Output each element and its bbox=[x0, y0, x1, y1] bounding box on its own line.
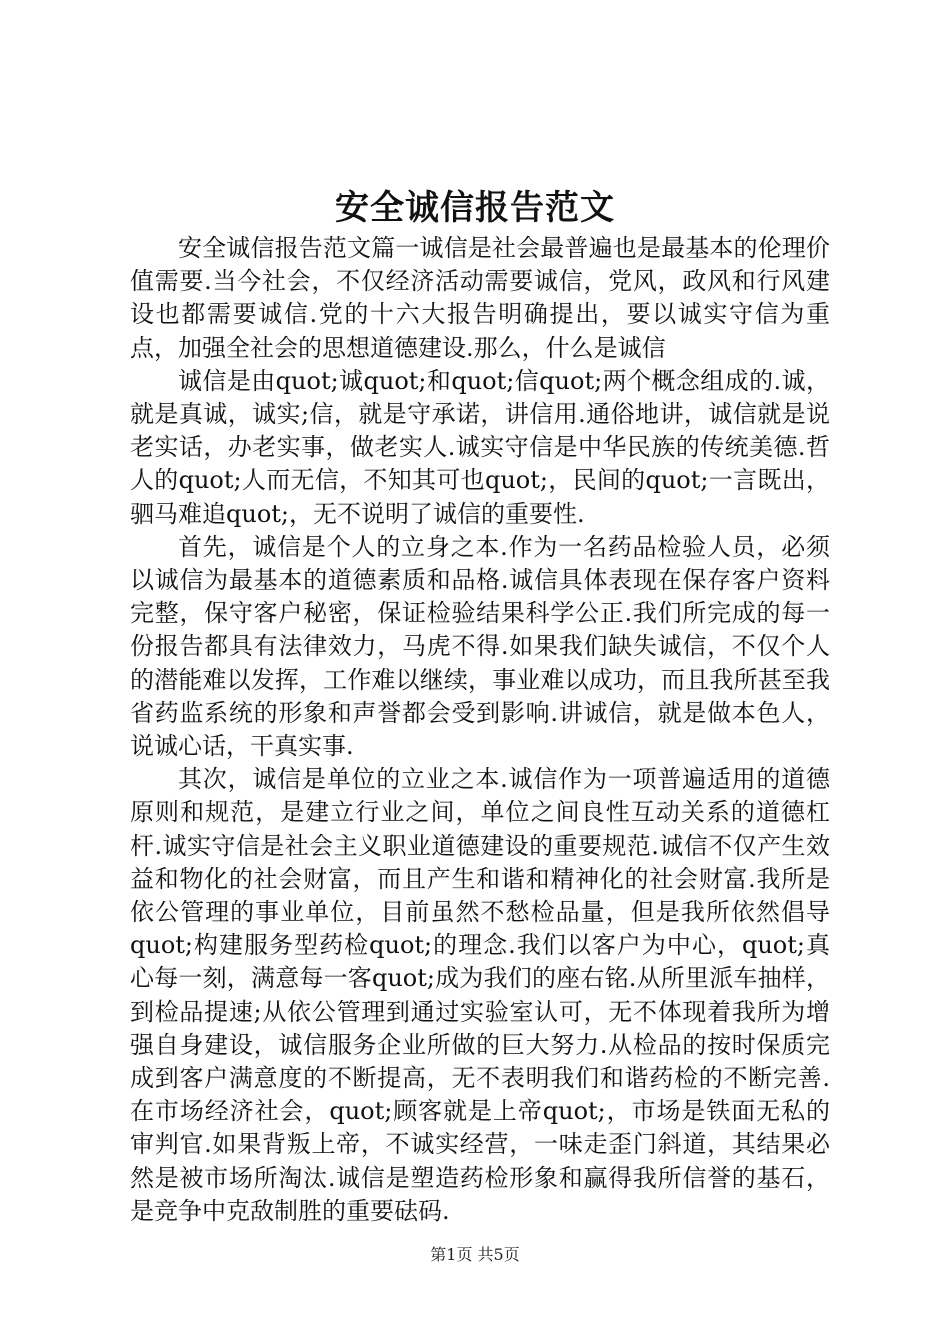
body-paragraph-4: 其次，诚信是单位的立业之本.诚信作为一项普遍适用的道德原则和规范，是建立行业之间，单位之间良性互动关系的道德杠杆.诚实守信是社会主义职业道德建设的重要规范.诚信不仅产生效益和物化的社会财富，而且产生和谐和精神化的社会财富.我所是依公管理的事业单位，目前虽然不愁检品量，但是我所依然倡导quot;构建服务型药检quot;的理念.我们以客户为中心，quot;真心每一刻，满意每一客quot;成为我们的座右铭.从所里派车抽样，到检品提速;从依公管理到通过实验室认可，无不体现着我所为增强自身建设，诚信服务企业所做的巨大努力.从检品的按时保质完成到客户满意度的不断提高，无不表明我们和谐药检的不断完善.在市场经济社会，quot;顾客就是上帝quot;，市场是铁面无私的审判官.如果背叛上帝，不诚实经营，一味走歪门斜道，其结果必然是被市场所淘汰.诚信是塑造药检形象和赢得我所信誉的基石，是竞争中克敌制胜的重要砝码. bbox=[130, 765, 830, 1225]
body-paragraph-1: 安全诚信报告范文篇一诚信是社会最普遍也是最基本的伦理价值需要.当今社会，不仅经济活动需要诚信，党风，政风和行风建设也都需要诚信.党的十六大报告明确提出，要以诚实守信为重点，加强全社会的思想道德建设.那么，什么是诚信 bbox=[130, 234, 830, 362]
body-paragraph-2: 诚信是由quot;诚quot;和quot;信quot;两个概念组成的.诚，就是真诚，诚实;信，就是守承诺，讲信用.通俗地讲，诚信就是说老实话，办老实事，做老实人.诚实守信是中华民族的传统美德.哲人的quot;人而无信，不知其可也quot;，民间的quot;一言既出，驷马难追quot;，无不说明了诚信的重要性. bbox=[130, 366, 830, 528]
page-footer bbox=[0, 1244, 950, 1266]
document-body bbox=[130, 232, 830, 1228]
body-paragraph-3: 首先，诚信是个人的立身之本.作为一名药品检验人员，必须以诚信为最基本的道德素质和品格.诚信具体表现在保存客户资料完整，保守客户秘密，保证检验结果科学公正.我们所完成的每一份报告都具有法律效力，马虎不得.如果我们缺失诚信，不仅个人的潜能难以发挥，工作难以继续，事业难以成功，而且我所甚至我省药监系统的形象和声誉都会受到影响.讲诚信，就是做本色人，说诚心话，干真实事. bbox=[130, 532, 830, 761]
page-number-indicator: 第1页 共5页 bbox=[430, 1245, 520, 1264]
document-title: 安全诚信报告范文 bbox=[335, 188, 615, 228]
